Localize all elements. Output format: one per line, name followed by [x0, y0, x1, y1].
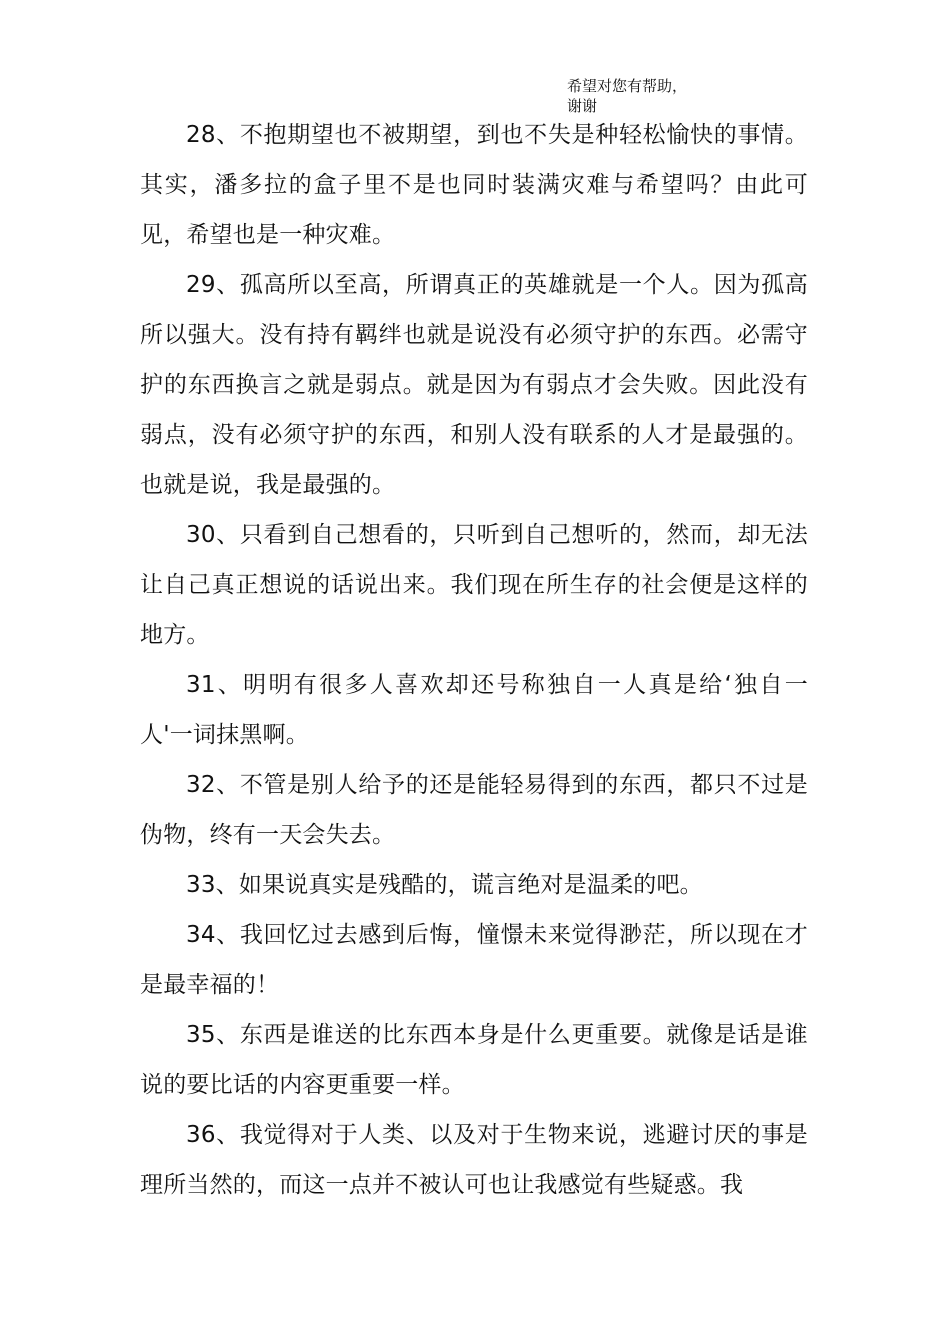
paragraph-33: 33、如果说真实是残酷的，谎言绝对是温柔的吧。 [186, 872, 703, 898]
paragraph-31: 31、明明有很多人喜欢却还号称独自一人真是给‘独自一人'一词抹黑啊。 [140, 672, 808, 748]
paragraph-30: 30、只看到自己想看的，只听到自己想听的，然而，却无法让自己真正想说的话说出来。我们现在所生存的社会便是这样的地方。 [140, 522, 808, 648]
header-note-line-2: 谢谢 [567, 97, 598, 115]
document-body [140, 110, 808, 1210]
paragraph-32: 32、不管是别人给予的还是能轻易得到的东西，都只不过是伪物，终有一天会失去。 [140, 772, 808, 848]
header-note-line-1: 希望对您有帮助， [567, 77, 688, 95]
paragraph-34: 34、我回忆过去感到后悔，憧憬未来觉得渺茫，所以现在才是最幸福的！ [140, 922, 808, 998]
paragraph-29: 29、孤高所以至高，所谓真正的英雄就是一个人。因为孤高所以强大。没有持有羁绊也就是说没有必须守护的东西。必需守护的东西换言之就是弱点。就是因为有弱点才会失败。因此没有弱点，没有必须守护的东西，和别人没有联系的人才是最强的。也就是说，我是最强的。 [140, 272, 808, 498]
paragraph-36: 36、我觉得对于人类、以及对于生物来说，逃避讨厌的事是理所当然的，而这一点并不被认可也让我感觉有些疑惑。我 [140, 1122, 808, 1198]
paragraph-35: 35、东西是谁送的比东西本身是什么更重要。就像是话是谁说的要比话的内容更重要一样。 [140, 1022, 808, 1098]
paragraph-28: 28、不抱期望也不被期望，到也不失是种轻松愉快的事情。其实，潘多拉的盒子里不是也同时装满灾难与希望吗？由此可见，希望也是一种灾难。 [140, 122, 808, 248]
